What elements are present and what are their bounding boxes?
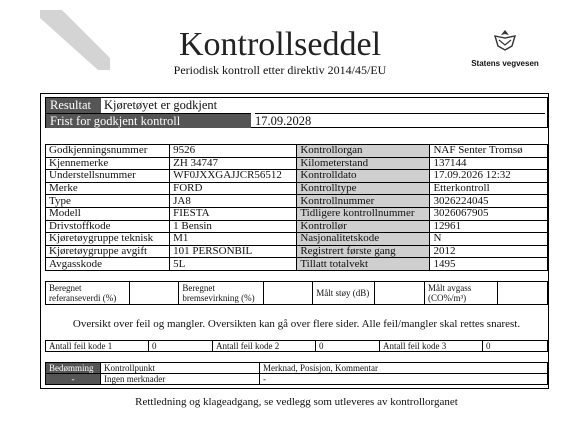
cell-label: Avgasskode <box>46 258 170 271</box>
table-row <box>46 220 548 233</box>
measurement-label: Målt avgass (CO%/m³) <box>424 282 497 305</box>
cell-label: Tidligere kontrollnummer <box>297 207 430 220</box>
measurement-value <box>375 282 425 305</box>
cell-label: Tillatt totalvekt <box>297 258 430 271</box>
cell-label: Understellsnummer <box>46 170 170 183</box>
cell-value: 12961 <box>430 220 548 233</box>
table-row <box>46 207 548 220</box>
cell-value: 1495 <box>430 258 548 271</box>
cell-value: 17.09.2026 12:32 <box>430 170 548 183</box>
cell-value: FIESTA <box>170 207 297 220</box>
cell-value: Etterkontroll <box>430 182 548 195</box>
cell-value: Ingen merknader <box>101 374 260 385</box>
cell-value: M1 <box>170 233 297 246</box>
table-row <box>46 170 548 183</box>
cell-label: Merke <box>46 182 170 195</box>
cell-label: Nasjonalitetskode <box>297 233 430 246</box>
cell-label: Kjøretøygruppe avgift <box>46 245 170 258</box>
overview-text: Oversikt over feil og mangler. Oversikten kan gå over flere sider. Alle feil/mangler skal rettes snarest. <box>72 318 521 330</box>
cell-label: Kontrollorgan <box>297 145 430 158</box>
cell-value: JA8 <box>170 195 297 208</box>
table-row <box>46 195 548 208</box>
footer-text: Rettledning og klageadgang, se vedlegg som utleveres av kontrollorganet <box>135 396 458 408</box>
fault-code-1-value: 0 <box>149 341 213 352</box>
cell-label: Modell <box>46 207 170 220</box>
fault-code-2-value: 0 <box>316 341 380 352</box>
measurement-value <box>263 282 313 305</box>
cell-value: 5L <box>170 258 297 271</box>
cell-value: NAF Senter Tromsø <box>430 145 548 158</box>
cell-value: WF0JXXGAJJCR56512 <box>170 170 297 183</box>
result-value: Kjøretøyet er godkjent <box>104 98 218 112</box>
measurement-value <box>498 282 548 305</box>
result-block <box>45 97 548 128</box>
cell-value: 137144 <box>430 157 548 170</box>
cell-label: Type <box>46 195 170 208</box>
table-row <box>46 157 548 170</box>
cell-value: 3026067905 <box>430 207 548 220</box>
statens-vegvesen-logo <box>470 28 540 68</box>
table-header-row <box>46 363 548 374</box>
cell-label: Kilometerstand <box>297 157 430 170</box>
table-row <box>46 145 548 158</box>
cell-label: Drivstoffkode <box>46 220 170 233</box>
cell-value: 1 Bensin <box>170 220 297 233</box>
cell-label: Kontrolltype <box>297 182 430 195</box>
cell-label: Kontrollør <box>297 220 430 233</box>
measurement-label: Beregnet bremsevirkning (%) <box>179 282 263 305</box>
cell-label: Godkjenningsnummer <box>46 145 170 158</box>
measurement-label: Målt støy (dB) <box>313 282 375 305</box>
fault-count-table <box>45 340 548 352</box>
measurement-value <box>129 282 179 305</box>
cell-value: FORD <box>170 182 297 195</box>
fault-code-2-label: Antall feil kode 2 <box>213 341 316 352</box>
cell-label: Kontrolldato <box>297 170 430 183</box>
column-header: Kontrollpunkt <box>101 363 260 374</box>
crest-icon <box>490 28 520 54</box>
table-row <box>46 245 548 258</box>
table-row <box>46 258 548 271</box>
measurements-table <box>45 281 548 305</box>
cell-label: Kontrollnummer <box>297 195 430 208</box>
cell-value: - <box>46 374 101 385</box>
document-title: Kontrollseddel <box>178 26 382 63</box>
table-row <box>46 374 548 385</box>
deadline-label: Frist for godkjent kontroll <box>46 113 251 128</box>
table-row <box>46 282 548 305</box>
cell-value: ZH 34747 <box>170 157 297 170</box>
deadline-value: 17.09.2028 <box>255 113 545 129</box>
column-header: Merknad, Posisjon, Kommentar <box>260 363 548 374</box>
logo-text: Statens vegvesen <box>471 59 539 68</box>
document-subtitle: Periodisk kontroll etter direktiv 2014/45/EU <box>173 63 387 77</box>
cell-value: 9526 <box>170 145 297 158</box>
control-points-table <box>45 362 548 385</box>
fault-code-3-value: 0 <box>483 341 548 352</box>
vehicle-info-table <box>45 144 548 271</box>
cell-value: N <box>430 233 548 246</box>
fault-code-3-label: Antall feil kode 3 <box>380 341 483 352</box>
cell-value: 3026224045 <box>430 195 548 208</box>
cell-value: - <box>260 374 548 385</box>
table-row <box>46 182 548 195</box>
table-row <box>46 233 548 246</box>
cell-value: 2012 <box>430 245 548 258</box>
cell-value: 101 PERSONBIL <box>170 245 297 258</box>
fault-code-1-label: Antall feil kode 1 <box>46 341 149 352</box>
cell-label: Kjennemerke <box>46 157 170 170</box>
measurement-label: Beregnet referanseverdi (%) <box>46 282 130 305</box>
result-label: Resultat <box>46 98 101 113</box>
cell-label: Kjøretøygruppe teknisk <box>46 233 170 246</box>
folded-corner-graphic <box>40 10 110 70</box>
table-row <box>46 341 548 352</box>
cell-label: Registrert første gang <box>297 245 430 258</box>
column-header: Bedømming <box>46 363 101 374</box>
